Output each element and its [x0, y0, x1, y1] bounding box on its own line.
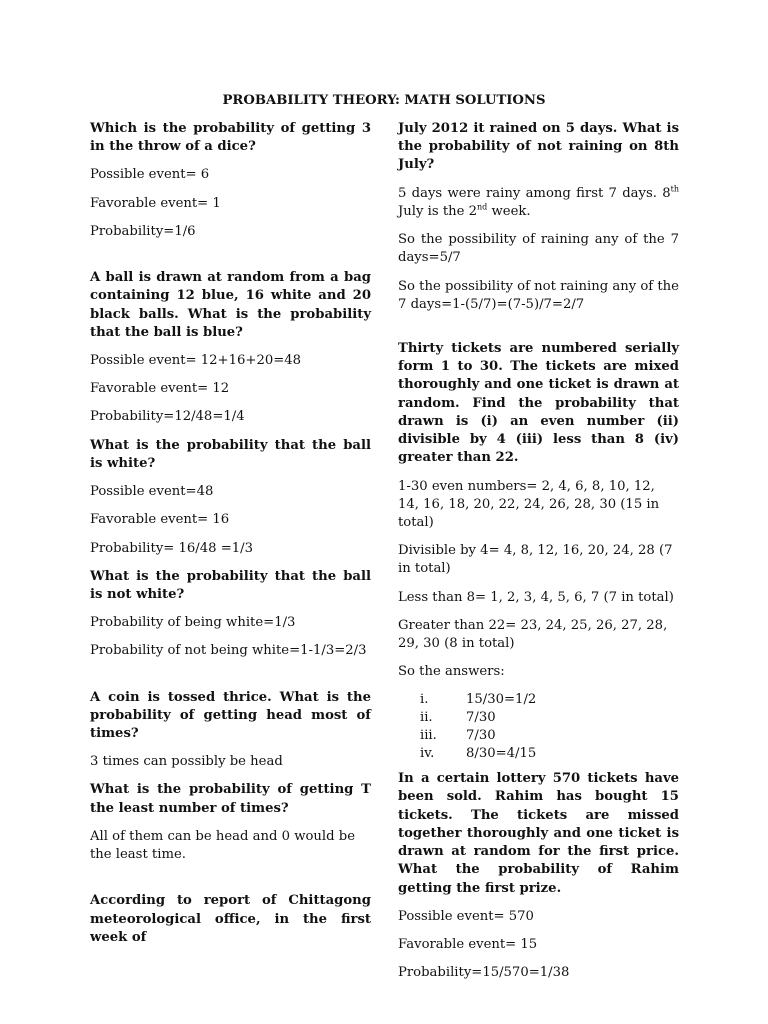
- list-value: 7/30: [466, 710, 496, 726]
- list-number: iii.: [420, 727, 437, 743]
- rain-question-start: According to report of Chittagong meteorological office, in the first week of: [90, 893, 371, 945]
- list-value: 7/30: [466, 727, 496, 743]
- list-item: [398, 709, 679, 727]
- ball-probability: Probability=12/48=1/4: [90, 409, 245, 425]
- ball-favorable: Favorable event= 12: [90, 381, 230, 397]
- superscript: th: [670, 184, 679, 194]
- list-value: 15/30=1/2: [466, 692, 537, 708]
- dice-probability: Probability=1/6: [90, 223, 196, 239]
- dice-question: Which is the probability of getting 3 in the throw of a dice?: [90, 121, 371, 155]
- tickets-div4: Divisible by 4= 4, 8, 12, 16, 20, 24, 28 (7 in total): [398, 543, 673, 577]
- white-question: What is the probability that the ball is white?: [90, 437, 371, 471]
- rain-text-a: 5 days were rainy among first 7 days. 8: [398, 185, 671, 201]
- list-number: ii.: [420, 710, 433, 726]
- page-title: PROBABILITY THEORY: MATH SOLUTIONS: [222, 93, 546, 108]
- coin-answer: 3 times can possibly be head: [90, 754, 283, 770]
- right-column: [398, 120, 679, 992]
- rain-question: July 2012 it rained on 5 days. What is the probability of not raining on 8th July?: [398, 121, 679, 173]
- spacer: [398, 324, 679, 340]
- list-item: [398, 745, 679, 763]
- tickets-question: Thirty tickets are numbered serially form 1 to 30. The tickets are mixed thoroughly and one ticket is drawn at random. Find the probability that drawn is (i) an even number (ii) divisible by 4 (iii) less than 8 (iv) greater than 22.: [398, 340, 679, 466]
- list-number: i.: [420, 692, 429, 708]
- white-possible: Possible event=48: [90, 484, 214, 500]
- rain-text-c: week.: [487, 203, 531, 219]
- superscript: nd: [477, 202, 488, 212]
- not-white-probability: Probability of not being white=1-1/3=2/3: [90, 643, 367, 659]
- list-value: 8/30=4/15: [466, 745, 537, 761]
- list-number: iv.: [420, 745, 435, 761]
- answers-list: [398, 691, 679, 762]
- spacer: [90, 671, 371, 689]
- spacer: [90, 874, 371, 892]
- coin-question: A coin is tossed thrice. What is the probability of getting head most of times?: [90, 689, 371, 742]
- white-probability: Probability= 16/48 =1/3: [90, 540, 253, 556]
- tickets-even: 1-30 even numbers= 2, 4, 6, 8, 10, 12, 14, 16, 18, 20, 22, 24, 26, 28, 30 (15 in total): [398, 478, 660, 530]
- white-favorable: Favorable event= 16: [90, 512, 230, 528]
- being-white-probability: Probability of being white=1/3: [90, 615, 296, 631]
- rain-line-3: So the possibility of not raining any of the 7 days=1-(5/7)=(7-5)/7=2/7: [398, 278, 679, 312]
- tickets-greater22: Greater than 22= 23, 24, 25, 26, 27, 28, 29, 30 (8 in total): [398, 617, 668, 652]
- spacer: [90, 251, 371, 269]
- lottery-probability: Probability=15/570=1/38: [398, 965, 570, 981]
- lottery-favorable: Favorable event= 15: [398, 936, 538, 952]
- answers-intro: So the answers:: [398, 664, 505, 680]
- list-item: [398, 691, 679, 709]
- ball-question: A ball is drawn at random from a bag containing 12 blue, 16 white and 20 black balls. What is the probability that the ball is blue?: [90, 270, 371, 340]
- rain-line-1: [398, 185, 679, 221]
- ball-possible: Possible event= 12+16+20=48: [90, 352, 302, 368]
- rain-line-2: So the possibility of raining any of the 7 days=5/7: [398, 232, 679, 266]
- tickets-less8: Less than 8= 1, 2, 3, 4, 5, 6, 7 (7 in total): [398, 589, 674, 605]
- coin-least-question: What is the probability of getting T the least number of times?: [90, 782, 371, 816]
- not-white-question: What is the probability that the ball is not white?: [90, 568, 371, 602]
- dice-possible: Possible event= 6: [90, 167, 210, 183]
- list-item: [398, 727, 679, 745]
- coin-least-answer: All of them can be head and 0 would be the least time.: [90, 828, 356, 863]
- lottery-possible: Possible event= 570: [398, 908, 534, 924]
- rain-text-b: July is the 2: [398, 203, 477, 219]
- dice-favorable: Favorable event= 1: [90, 195, 221, 211]
- left-column: [90, 120, 371, 957]
- lottery-question: In a certain lottery 570 tickets have been sold. Rahim has bought 15 tickets. The tickets are missed together thoroughly and one ticket is drawn at random for the first price. What the probability of Rahim getting the first prize.: [398, 771, 679, 896]
